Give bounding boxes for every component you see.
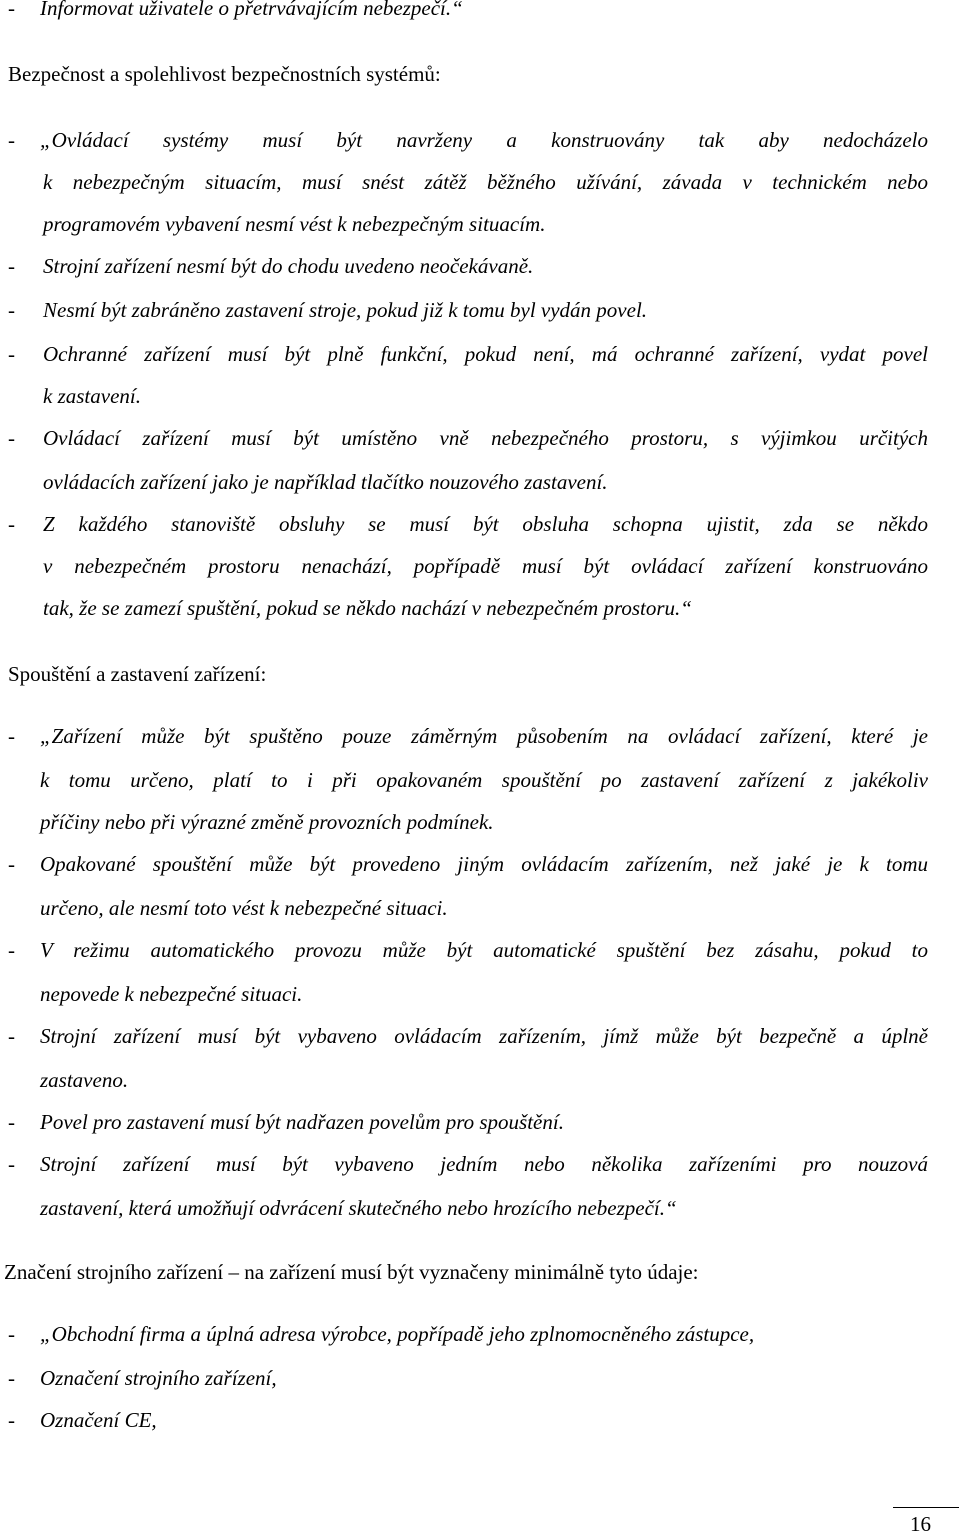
list-dash: - [8,426,15,450]
list-item-text: Nesmí být zabráněno zastavení stroje, pokud již k tomu byl vydán povel. [43,298,648,322]
list-item-text: ovládacích zařízení jako je například tlačítko nouzového zastavení. [43,470,608,494]
list-item-text: „Ovládací systémy musí být navrženy a konstruovány tak aby nedocházelo [40,128,928,152]
page-number: 16 [910,1512,931,1536]
list-dash: - [8,938,15,962]
list-item-text: Strojní zařízení nesmí být do chodu uvedeno neočekávaně. [43,254,534,278]
list-item-text: zastavení, která umožňují odvrácení skutečného nebo hrozícího nebezpečí.“ [40,1196,677,1220]
list-dash: - [8,342,15,366]
list-item-text: Ovládací zařízení musí být umístěno vně nebezpečného prostoru, s výjimkou určitých [43,426,928,450]
list-item-text: „Zařízení může být spuštěno pouze záměrným působením na ovládací zařízení, které je [40,724,928,748]
list-dash: - [8,1152,15,1176]
list-item-text: Ochranné zařízení musí být plně funkční, pokud není, má ochranné zařízení, vydat povel [43,342,928,366]
list-item-text: příčiny nebo při výrazné změně provozních podmínek. [40,810,494,834]
list-item-text: tak, že se zamezí spuštění, pokud se někdo nachází v nebezpečném prostoru.“ [43,596,692,620]
list-item-text: Označení strojního zařízení, [40,1366,277,1390]
list-item-text: Opakované spouštění může být provedeno jiným ovládacím zařízením, než jaké je k tomu [40,852,928,876]
list-item-text: k tomu určeno, platí to i při opakovaném spouštění po zastavení zařízení z jakékoliv [40,768,928,792]
section-heading-marking: Značení strojního zařízení – na zařízení musí být vyznačeny minimálně tyto údaje: [4,1260,699,1284]
list-dash: - [8,1408,15,1432]
list-item-text: zastaveno. [40,1068,129,1092]
list-dash: - [8,1366,15,1390]
list-item-text: „Obchodní firma a úplná adresa výrobce, popřípadě jeho zplnomocněného zástupce, [40,1322,755,1346]
list-item-text: programovém vybavení nesmí vést k nebezpečným situacím. [43,212,546,236]
list-dash: - [8,1322,15,1346]
list-dash: - [8,724,15,748]
list-item-text: Z každého stanoviště obsluhy se musí být obsluha schopna ujistit, zda se někdo [43,512,928,536]
list-item-text: Strojní zařízení musí být vybaveno jedním nebo několika zařízeními pro nouzová [40,1152,928,1176]
list-item-text: V režimu automatického provozu může být automatické spuštění bez zásahu, pokud to [40,938,928,962]
list-item-text: Označení CE, [40,1408,157,1432]
list-dash: - [8,0,15,20]
section-heading-safety: Bezpečnost a spolehlivost bezpečnostních systémů: [8,62,441,86]
list-dash: - [8,852,15,876]
list-item-text: určeno, ale nesmí toto vést k nebezpečné situaci. [40,896,448,920]
list-dash: - [8,1024,15,1048]
list-dash: - [8,1110,15,1134]
list-dash: - [8,254,15,278]
list-item-text: nepovede k nebezpečné situaci. [40,982,303,1006]
page-number-rule [893,1507,959,1508]
list-dash: - [8,512,15,536]
list-item-text: Strojní zařízení musí být vybaveno ovládacím zařízením, jímž může být bezpečně a úplně [40,1024,928,1048]
section-heading-start-stop: Spouštění a zastavení zařízení: [8,662,267,686]
list-item-text: k nebezpečným situacím, musí snést zátěž běžného užívání, závada v technickém nebo [43,170,928,194]
list-item-text: Informovat uživatele o přetrvávajícím nebezpečí.“ [40,0,463,20]
list-dash: - [8,128,15,152]
list-dash: - [8,298,15,322]
list-item-text: Povel pro zastavení musí být nadřazen povelům pro spouštění. [40,1110,564,1134]
list-item-text: k zastavení. [43,384,141,408]
list-item-text: v nebezpečném prostoru nenachází, popřípadě musí být ovládací zařízení konstruováno [43,554,928,578]
